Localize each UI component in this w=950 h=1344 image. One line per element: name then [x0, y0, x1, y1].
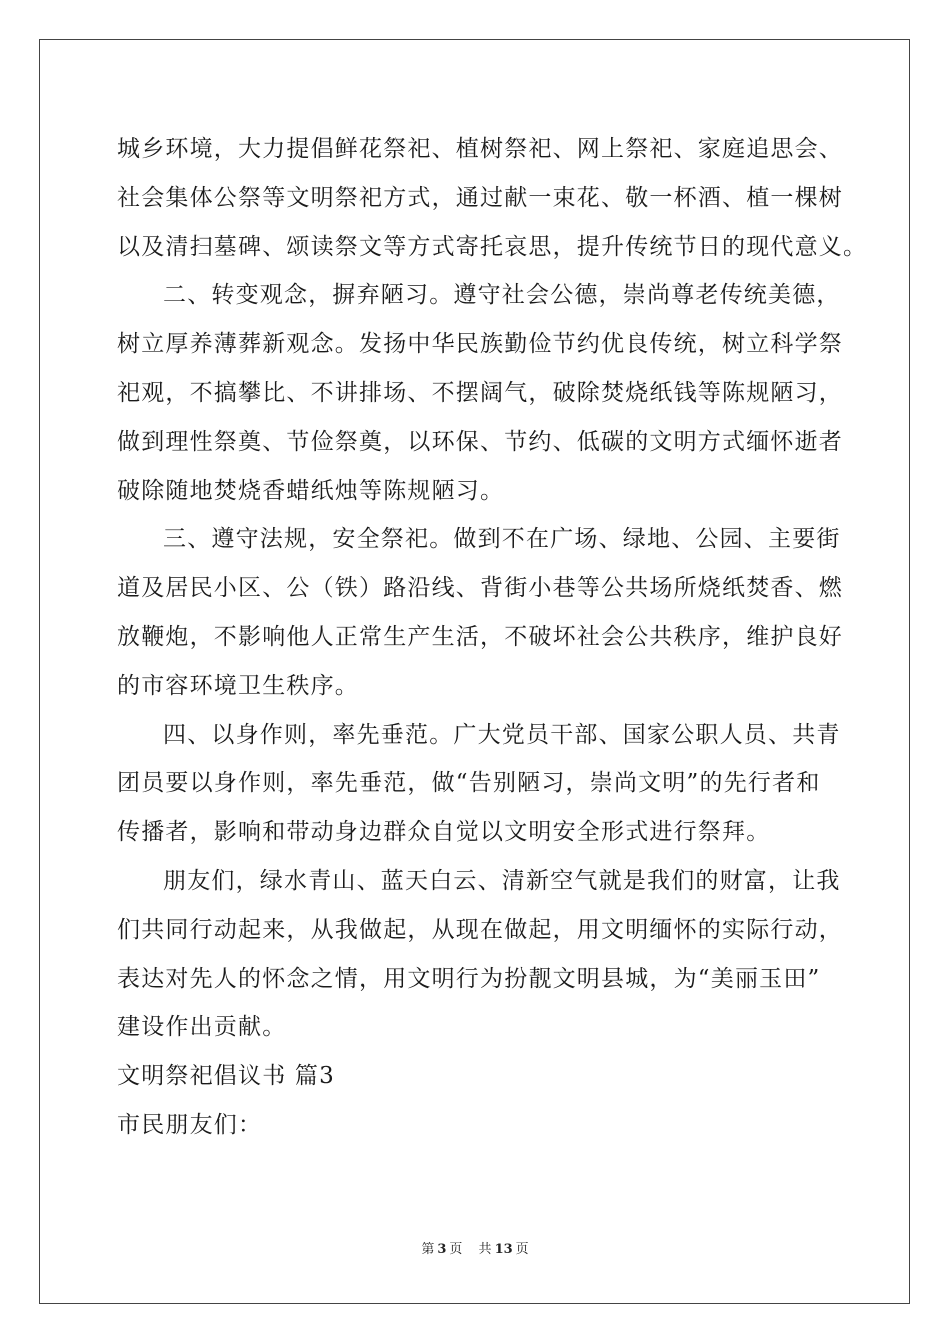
body-line: 祀观，不搞攀比、不讲排场、不摆阔气，破除焚烧纸钱等陈规陋习， — [117, 379, 843, 406]
body-line: 表达对先人的怀念之情，用文明行为扮靓文明县城，为“美丽玉田” — [117, 965, 821, 992]
body-line: 团员要以身作则，率先垂范，做“告别陋习，崇尚文明”的先行者和 — [117, 770, 821, 797]
salutation: 市民朋友们： — [117, 1111, 263, 1138]
body-line: 们共同行动起来，从我做起，从现在做起，用文明缅怀的实际行动， — [117, 916, 843, 943]
body-line: 道及居民小区、公（铁）路沿线、背街小巷等公共场所烧纸焚香、燃 — [117, 575, 843, 602]
body-line: 做到理性祭奠、节俭祭奠，以环保、节约、低碳的文明方式缅怀逝者 — [117, 428, 843, 455]
body-line: 放鞭炮，不影响他人正常生产生活，不破坏社会公共秩序，维护良好 — [117, 623, 843, 650]
body-line: 的市容环境卫生秩序。 — [117, 672, 359, 699]
body-line: 建设作出贡献。 — [117, 1014, 287, 1041]
body-line: 树立厚养薄葬新观念。发扬中华民族勤俭节约优良传统，树立科学祭 — [117, 331, 843, 358]
body-line: 破除随地焚烧香蜡纸烛等陈规陋习。 — [117, 477, 505, 504]
closing-paragraph-start: 朋友们，绿水青山、蓝天白云、清新空气就是我们的财富，让我 — [163, 867, 841, 894]
section-heading: 文明祭祀倡议书 篇3 — [117, 1063, 335, 1090]
paragraph-four-start: 四、以身作则，率先垂范。广大党员干部、国家公职人员、共青 — [163, 721, 841, 748]
body-line: 以及清扫墓碑、颂读祭文等方式寄托哀思，提升传统节日的现代意义。 — [117, 233, 868, 260]
body-line: 城乡环境，大力提倡鲜花祭祀、植树祭祀、网上祭祀、家庭追思会、 — [117, 136, 843, 162]
paragraph-three-start: 三、遵守法规，安全祭祀。做到不在广场、绿地、公园、主要街 — [163, 526, 841, 553]
body-line: 社会集体公祭等文明祭祀方式，通过献一束花、敬一杯酒、植一棵树 — [117, 184, 843, 211]
body-line: 传播者，影响和带动身边群众自觉以文明安全形式进行祭拜。 — [117, 819, 771, 846]
paragraph-two-start: 二、转变观念，摒弃陋习。遵守社会公德，崇尚尊老传统美德， — [163, 282, 841, 309]
total-pages-indicator: 共 13 页 — [478, 1242, 529, 1257]
page-footer — [0, 1238, 950, 1257]
document-body — [117, 125, 868, 1150]
page-indicator: 第 3 页 — [421, 1242, 463, 1257]
